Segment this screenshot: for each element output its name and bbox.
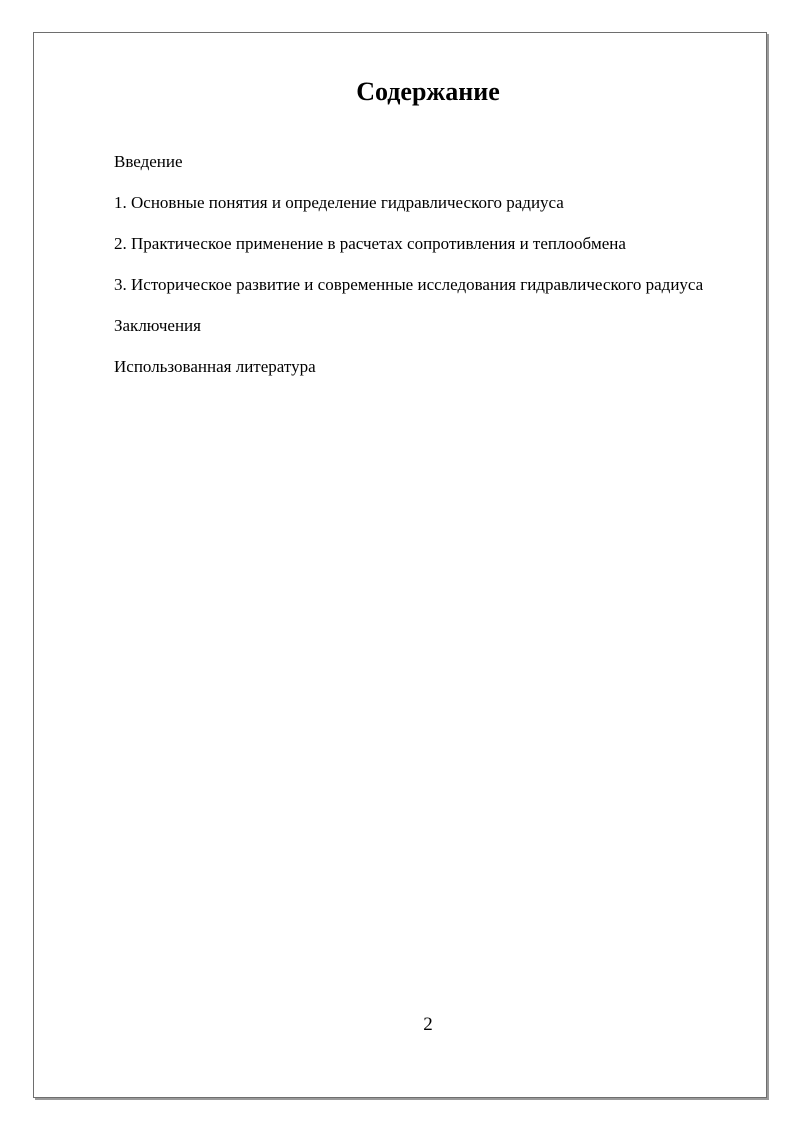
toc-item-references: Использованная литература [114,357,316,376]
toc-item-section-2: 2. Практическое применение в расчетах сопротивления и теплообмена [114,234,626,253]
toc-item-section-1: 1. Основные понятия и определение гидравлического радиуса [114,193,564,212]
page-number: 2 [423,1014,433,1035]
page-title: Содержание [356,77,500,106]
toc-item-introduction: Введение [114,152,183,171]
table-of-contents [114,146,742,392]
toc-item-conclusion: Заключения [114,316,201,335]
toc-item-section-3: 3. Историческое развитие и современные исследования гидравлического радиуса [114,275,704,294]
